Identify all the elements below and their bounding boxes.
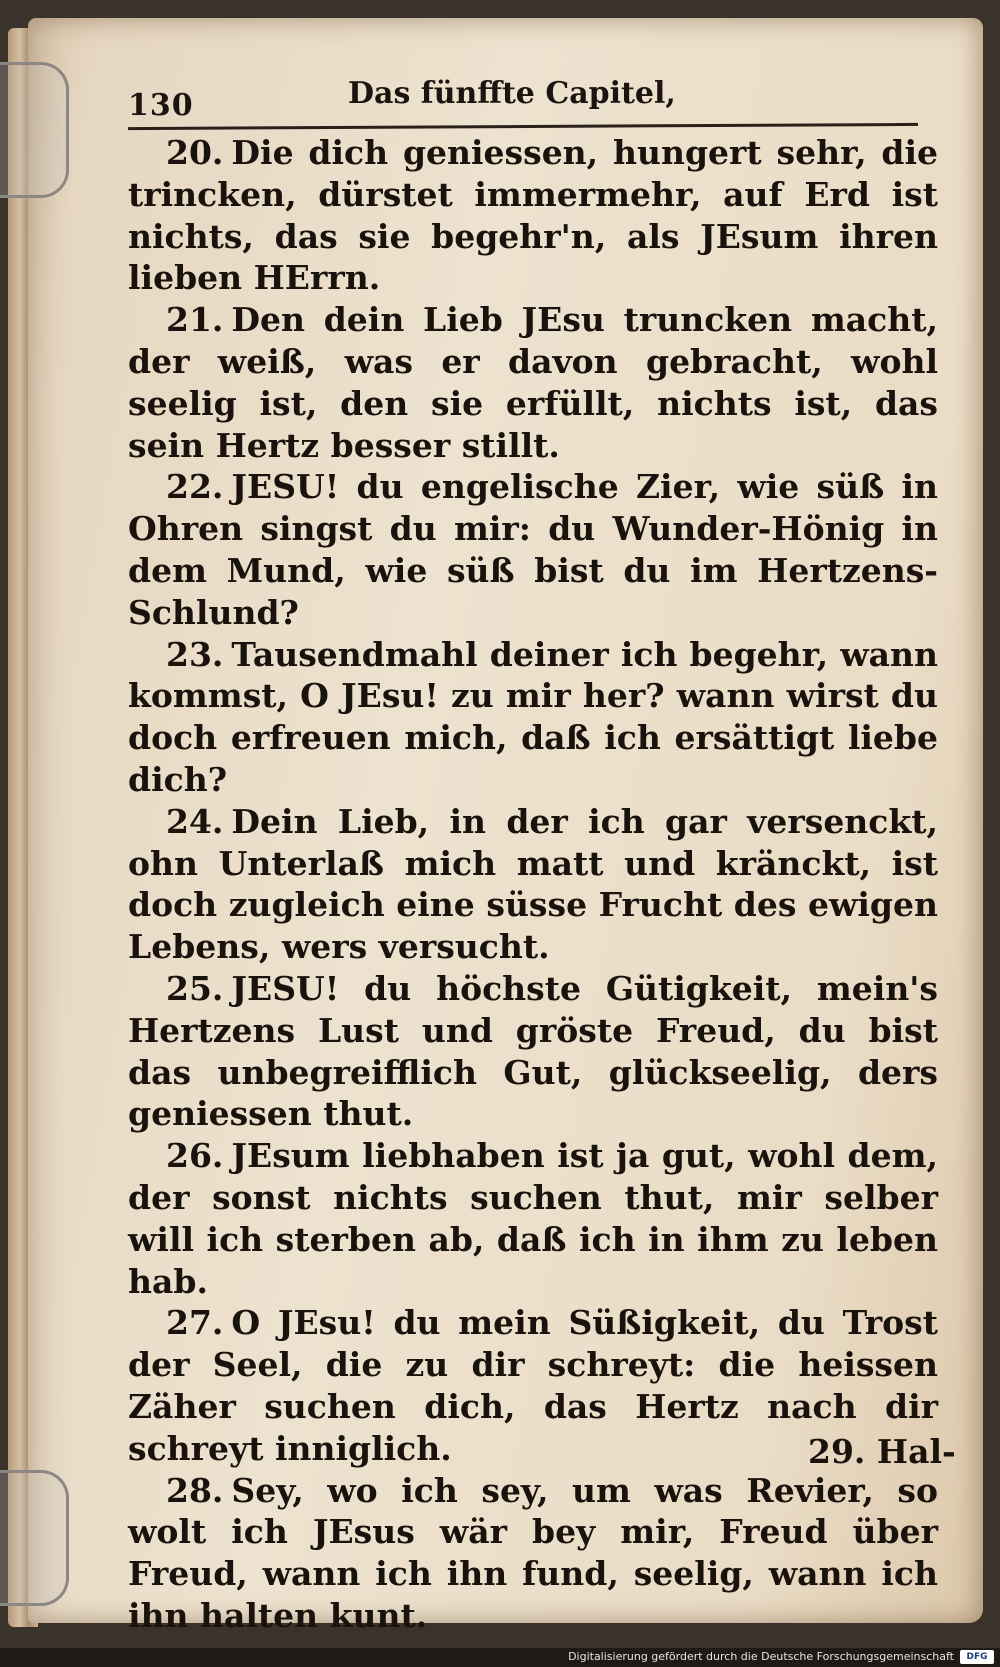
verse-number: 25. (166, 968, 224, 1008)
catchword: 29. Hal- (808, 1432, 956, 1471)
verse-text: JESU! du engelische Zier, wie süß in Ohren singst du mir: du Wunder-Hönig in dem Mund, wie süß bist du im Hertzens-Schlund? (128, 467, 938, 632)
verse-22 (128, 466, 938, 633)
verse-28 (128, 1470, 938, 1637)
page-header (128, 70, 908, 123)
verse-23 (128, 634, 938, 801)
verse-text: Den dein Lieb JEsu truncken macht, der weiß, was er davon gebracht, wohl seelig ist, den sie erfüllt, nichts ist, das sein Hertz besser stillt. (128, 300, 938, 465)
verse-number: 24. (166, 801, 224, 841)
verse-26 (128, 1135, 938, 1302)
verse-text-block (128, 132, 938, 1637)
dfg-logo-icon: DFG (960, 1650, 994, 1664)
verse-number: 27. (166, 1303, 224, 1343)
verse-number: 22. (166, 467, 224, 507)
verse-number: 26. (166, 1136, 224, 1176)
page-clip-bottom (0, 1470, 69, 1606)
running-head: Das fünffte Capitel, (348, 76, 676, 111)
verse-20 (128, 132, 938, 299)
verse-text: Die dich geniessen, hungert sehr, die trincken, dürstet immermehr, auf Erd ist nichts, das sie begehr'n, als JEsum ihren lieben HErrn. (128, 133, 938, 298)
verse-text: Dein Lieb, in der ich gar versenckt, ohn Unterlaß mich matt und kränckt, ist doch zugleich eine süsse Frucht des ewigen Lebens, wers versucht. (128, 801, 938, 967)
verse-text: O JEsu! du mein Süßigkeit, du Trost der Seel, die zu dir schreyt: die heissen Zäher suchen dich, das Hertz nach dir schreyt inniglich. (128, 1303, 938, 1468)
verse-number: 21. (166, 300, 224, 340)
verse-number: 23. (166, 634, 224, 674)
verse-number: 28. (166, 1470, 224, 1510)
footer-credit: Digitalisierung gefördert durch die Deutsche Forschungsgemeinschaft (568, 1650, 954, 1663)
verse-text: JESU! du höchste Gütigkeit, mein's Hertzens Lust und gröste Freud, du bist das unbegreifflich Gut, glückseelig, ders geniessen thut. (128, 968, 938, 1134)
verse-21 (128, 299, 938, 466)
page-number: 130 (128, 88, 194, 123)
verse-number: 20. (166, 133, 224, 172)
verse-text: JEsum liebhaben ist ja gut, wohl dem, der sonst nichts suchen thut, mir selber will ich sterben ab, daß ich in ihm zu leben hab. (128, 1136, 938, 1301)
verse-text: Tausendmahl deiner ich begehr, wann kommst, O JEsu! zu mir her? wann wirst du doch erfreuen mich, daß ich ersättigt liebe dich? (128, 634, 938, 799)
verse-25 (128, 968, 938, 1135)
page-clip-top (0, 62, 69, 198)
verse-24 (128, 801, 938, 968)
verse-text: Sey, wo ich sey, um was Revier, so wolt ich JEsus wär bey mir, Freud über Freud, wann ich ihn fund, seelig, wann ich ihn halten kunt. (128, 1470, 938, 1635)
